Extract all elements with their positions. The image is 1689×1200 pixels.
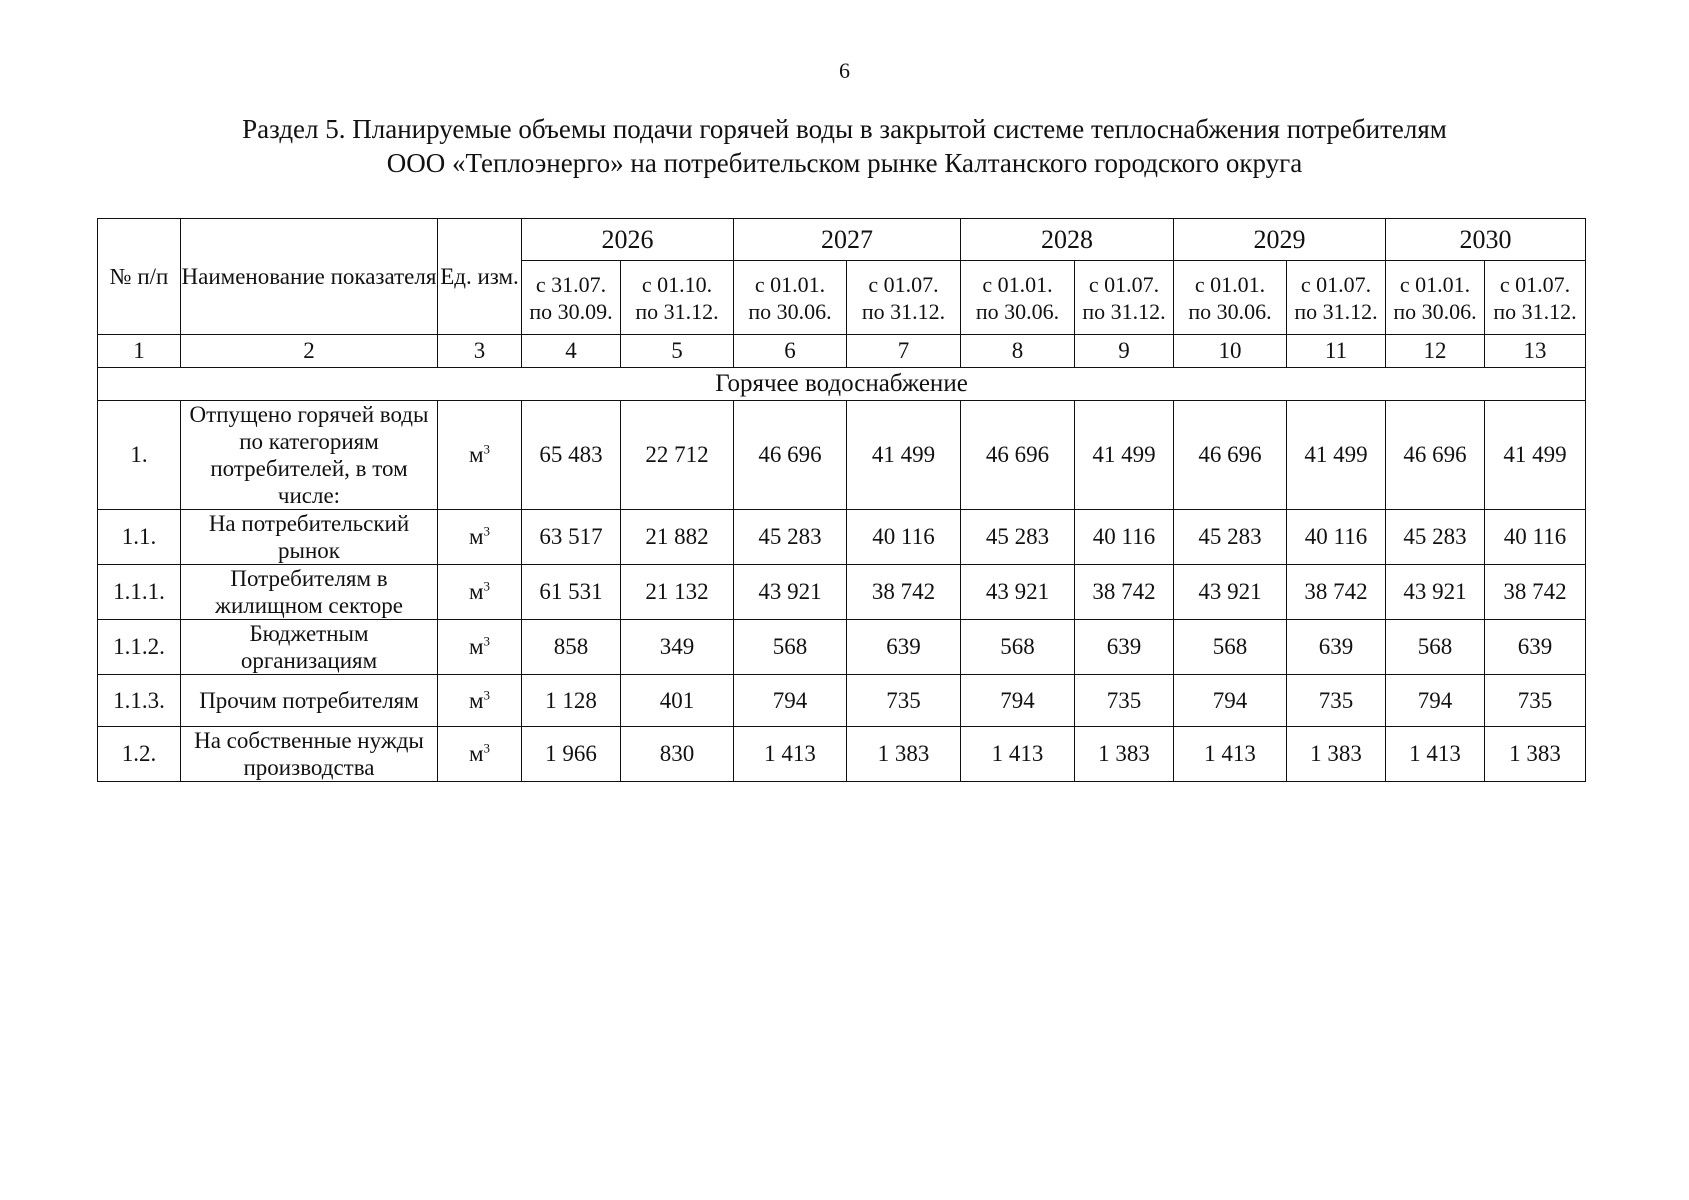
header-row-column-numbers bbox=[98, 335, 1586, 368]
value-cell: 38 742 bbox=[1485, 565, 1586, 620]
value-cell: 43 921 bbox=[734, 565, 847, 620]
header-period-col-6 bbox=[734, 261, 847, 335]
header-year-2030: 2030 bbox=[1386, 219, 1586, 261]
row-unit bbox=[438, 510, 522, 565]
header-unit: Ед. изм. bbox=[438, 219, 522, 335]
section-title bbox=[0, 112, 1689, 180]
value-cell: 46 696 bbox=[961, 401, 1075, 510]
unit-base: м bbox=[468, 442, 484, 467]
unit-base: м bbox=[468, 524, 484, 549]
value-cell: 735 bbox=[1287, 675, 1386, 727]
table-row bbox=[98, 727, 1586, 782]
value-cell: 40 116 bbox=[1287, 510, 1386, 565]
unit-base: м bbox=[468, 634, 484, 659]
header-row-years bbox=[98, 219, 1586, 261]
row-number: 1.2. bbox=[98, 727, 181, 782]
value-cell: 45 283 bbox=[961, 510, 1075, 565]
header-period-col-7 bbox=[847, 261, 961, 335]
column-number-12: 12 bbox=[1386, 335, 1485, 368]
period-from: с 01.07. bbox=[1088, 271, 1160, 297]
value-cell: 568 bbox=[734, 620, 847, 675]
row-indicator-name: Бюджетным организациям bbox=[181, 620, 438, 675]
header-name: Наименование показателя bbox=[181, 219, 438, 335]
value-cell: 830 bbox=[621, 727, 734, 782]
column-number-1: 1 bbox=[98, 335, 181, 368]
value-cell: 1 128 bbox=[522, 675, 621, 727]
unit-base: м bbox=[468, 741, 484, 766]
period-to: по 31.12. bbox=[635, 298, 719, 324]
row-unit bbox=[438, 727, 522, 782]
row-number: 1. bbox=[98, 401, 181, 510]
row-indicator-name: На потребительский рынок bbox=[181, 510, 438, 565]
value-cell: 639 bbox=[1075, 620, 1174, 675]
header-year-2028: 2028 bbox=[961, 219, 1174, 261]
table-row bbox=[98, 675, 1586, 727]
value-cell: 40 116 bbox=[847, 510, 961, 565]
value-cell: 38 742 bbox=[1287, 565, 1386, 620]
value-cell: 1 413 bbox=[1386, 727, 1485, 782]
value-cell: 45 283 bbox=[734, 510, 847, 565]
value-cell: 858 bbox=[522, 620, 621, 675]
value-cell: 38 742 bbox=[847, 565, 961, 620]
value-cell: 65 483 bbox=[522, 401, 621, 510]
row-unit bbox=[438, 675, 522, 727]
value-cell: 21 882 bbox=[621, 510, 734, 565]
value-cell: 1 383 bbox=[847, 727, 961, 782]
row-unit bbox=[438, 565, 522, 620]
value-cell: 45 283 bbox=[1386, 510, 1485, 565]
value-cell: 794 bbox=[1386, 675, 1485, 727]
section-title-line-1: Раздел 5. Планируемые объемы подачи горячей воды в закрытой системе теплоснабжения потребителям bbox=[242, 114, 1447, 144]
column-number-13: 13 bbox=[1485, 335, 1586, 368]
value-cell: 639 bbox=[1287, 620, 1386, 675]
value-cell: 568 bbox=[1174, 620, 1287, 675]
header-period-col-9 bbox=[1075, 261, 1174, 335]
column-number-6: 6 bbox=[734, 335, 847, 368]
table-row bbox=[98, 620, 1586, 675]
period-from: с 01.07. bbox=[1300, 271, 1372, 297]
unit-exponent: 3 bbox=[483, 633, 491, 649]
period-from: с 31.07. bbox=[535, 271, 607, 297]
period-from: с 01.01. bbox=[1399, 271, 1471, 297]
header-period-col-4 bbox=[522, 261, 621, 335]
unit-base: м bbox=[468, 687, 484, 713]
value-cell: 22 712 bbox=[621, 401, 734, 510]
row-number: 1.1.1. bbox=[98, 565, 181, 620]
value-cell: 794 bbox=[961, 675, 1075, 727]
unit-exponent: 3 bbox=[483, 740, 491, 756]
column-number-9: 9 bbox=[1075, 335, 1174, 368]
value-cell: 1 966 bbox=[522, 727, 621, 782]
header-period-col-12 bbox=[1386, 261, 1485, 335]
value-cell: 46 696 bbox=[1174, 401, 1287, 510]
column-number-10: 10 bbox=[1174, 335, 1287, 368]
value-cell: 21 132 bbox=[621, 565, 734, 620]
period-to: по 31.12. bbox=[861, 298, 946, 324]
value-cell: 41 499 bbox=[1287, 401, 1386, 510]
value-cell: 794 bbox=[734, 675, 847, 727]
row-indicator-name: Отпущено горячей воды по категориям потребителей, в том числе: bbox=[181, 401, 438, 510]
period-from: с 01.10. bbox=[641, 271, 713, 297]
value-cell: 41 499 bbox=[1485, 401, 1586, 510]
value-cell: 43 921 bbox=[1386, 565, 1485, 620]
value-cell: 43 921 bbox=[961, 565, 1075, 620]
header-period-col-5 bbox=[621, 261, 734, 335]
header-year-2026: 2026 bbox=[522, 219, 734, 261]
header-period-col-13 bbox=[1485, 261, 1586, 335]
value-cell: 40 116 bbox=[1485, 510, 1586, 565]
header-num: № п/п bbox=[98, 219, 181, 335]
header-period-col-11 bbox=[1287, 261, 1386, 335]
period-from: с 01.07. bbox=[1499, 271, 1571, 297]
value-cell: 1 413 bbox=[734, 727, 847, 782]
period-to: по 30.06. bbox=[975, 298, 1060, 324]
period-from: с 01.01. bbox=[754, 271, 826, 297]
value-cell: 1 383 bbox=[1075, 727, 1174, 782]
period-from: с 01.01. bbox=[1194, 271, 1266, 297]
column-number-11: 11 bbox=[1287, 335, 1386, 368]
section-row bbox=[98, 368, 1586, 401]
header-period-col-10 bbox=[1174, 261, 1287, 335]
table-row bbox=[98, 510, 1586, 565]
column-number-4: 4 bbox=[522, 335, 621, 368]
period-to: по 31.12. bbox=[1082, 298, 1166, 324]
value-cell: 38 742 bbox=[1075, 565, 1174, 620]
column-number-2: 2 bbox=[181, 335, 438, 368]
header-year-2029: 2029 bbox=[1174, 219, 1386, 261]
period-to: по 30.06. bbox=[748, 298, 832, 324]
page-number: 6 bbox=[839, 58, 850, 83]
period-from: с 01.01. bbox=[982, 271, 1053, 297]
value-cell: 41 499 bbox=[1075, 401, 1174, 510]
value-cell: 1 413 bbox=[1174, 727, 1287, 782]
unit-exponent: 3 bbox=[483, 441, 491, 457]
row-indicator-name: Прочим потребителям bbox=[181, 675, 438, 727]
value-cell: 639 bbox=[847, 620, 961, 675]
value-cell: 43 921 bbox=[1174, 565, 1287, 620]
period-to: по 30.09. bbox=[529, 298, 613, 324]
header-period-col-8 bbox=[961, 261, 1075, 335]
row-indicator-name: Потребителям в жилищном секторе bbox=[181, 565, 438, 620]
row-indicator-name: На собственные нужды производства bbox=[181, 727, 438, 782]
row-unit bbox=[438, 620, 522, 675]
value-cell: 40 116 bbox=[1075, 510, 1174, 565]
period-to: по 31.12. bbox=[1493, 298, 1577, 324]
value-cell: 568 bbox=[1386, 620, 1485, 675]
value-cell: 349 bbox=[621, 620, 734, 675]
unit-exponent: 3 bbox=[483, 523, 491, 539]
row-unit bbox=[438, 401, 522, 510]
column-number-7: 7 bbox=[847, 335, 961, 368]
column-number-3: 3 bbox=[438, 335, 522, 368]
period-to: по 30.06. bbox=[1188, 298, 1272, 324]
section-title-line-2: ООО «Теплоэнерго» на потребительском рынке Калтанского городского округа bbox=[386, 148, 1303, 178]
value-cell: 1 413 bbox=[961, 727, 1075, 782]
value-cell: 46 696 bbox=[1386, 401, 1485, 510]
row-number: 1.1.2. bbox=[98, 620, 181, 675]
value-cell: 735 bbox=[1485, 675, 1586, 727]
column-number-5: 5 bbox=[621, 335, 734, 368]
unit-base: м bbox=[468, 579, 484, 604]
value-cell: 794 bbox=[1174, 675, 1287, 727]
table-row bbox=[98, 401, 1586, 510]
value-cell: 735 bbox=[1075, 675, 1174, 727]
value-cell: 46 696 bbox=[734, 401, 847, 510]
hot-water-supply-table bbox=[97, 218, 1586, 782]
row-number: 1.1.3. bbox=[98, 675, 181, 727]
table-row bbox=[98, 565, 1586, 620]
value-cell: 401 bbox=[621, 675, 734, 727]
period-from: с 01.07. bbox=[868, 271, 939, 297]
period-to: по 31.12. bbox=[1294, 298, 1378, 324]
value-cell: 63 517 bbox=[522, 510, 621, 565]
value-cell: 61 531 bbox=[522, 565, 621, 620]
unit-exponent: 3 bbox=[483, 578, 491, 594]
value-cell: 735 bbox=[847, 675, 961, 727]
value-cell: 45 283 bbox=[1174, 510, 1287, 565]
value-cell: 639 bbox=[1485, 620, 1586, 675]
section-label: Горячее водоснабжение bbox=[98, 368, 1586, 401]
header-year-2027: 2027 bbox=[734, 219, 961, 261]
value-cell: 1 383 bbox=[1485, 727, 1586, 782]
row-number: 1.1. bbox=[98, 510, 181, 565]
value-cell: 41 499 bbox=[847, 401, 961, 510]
unit-exponent: 3 bbox=[483, 686, 491, 702]
column-number-8: 8 bbox=[961, 335, 1075, 368]
value-cell: 1 383 bbox=[1287, 727, 1386, 782]
period-to: по 30.06. bbox=[1393, 298, 1477, 324]
value-cell: 568 bbox=[961, 620, 1075, 675]
